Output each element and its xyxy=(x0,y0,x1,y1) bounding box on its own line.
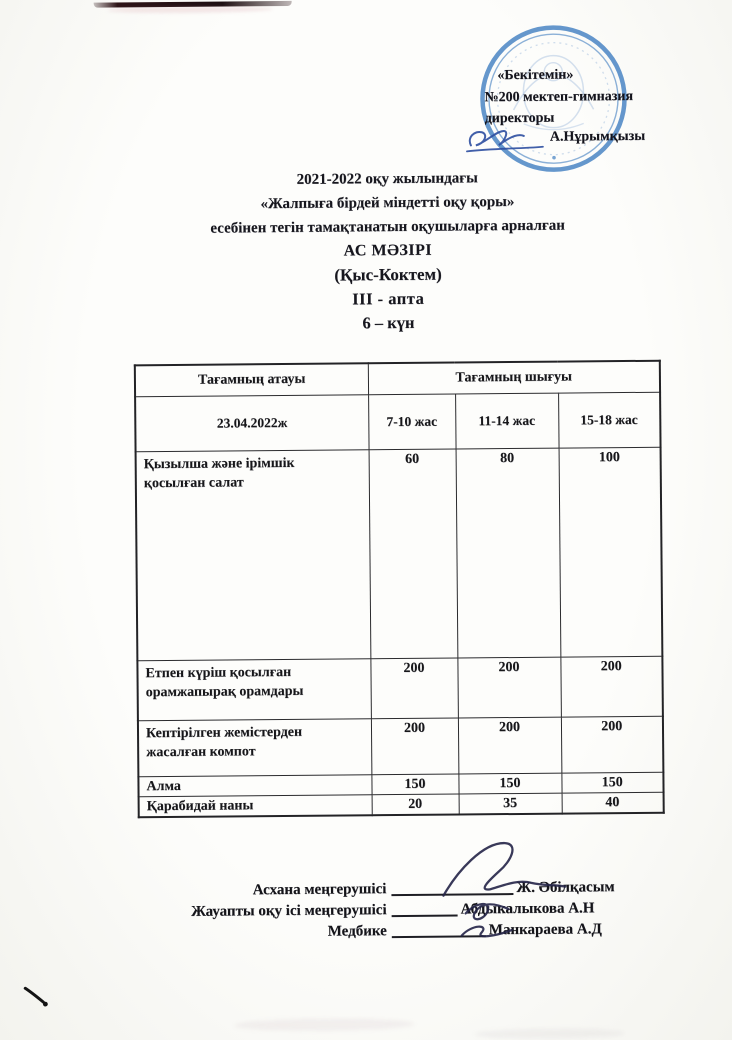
portion-cell: 150 xyxy=(371,774,458,795)
col-header-age-15-18: 15-18 жас xyxy=(558,392,660,448)
table-header-row-1 xyxy=(135,361,660,397)
col-header-dish-name: Тағамның атауы xyxy=(135,363,368,396)
title-line-menu-label: АС МӘЗІРІ xyxy=(343,241,433,260)
portion-cell: 200 xyxy=(371,718,458,775)
title-line-day: 6 – күн xyxy=(362,312,415,333)
handwritten-signature-icon xyxy=(413,839,574,942)
director-signature-icon xyxy=(463,123,555,160)
pen-mark-icon xyxy=(22,985,52,1011)
stamp-approval-word: «Бекітемін» xyxy=(497,67,574,84)
menu-table xyxy=(134,360,665,818)
portion-cell: 200 xyxy=(370,658,458,719)
title-line-fund-name: «Жалпыға бірдей міндетті оқу қоры» xyxy=(260,193,515,213)
portion-cell: 200 xyxy=(560,656,663,717)
document-title xyxy=(87,164,688,337)
portion-cell: 200 xyxy=(457,657,561,718)
col-header-date: 23.04.2022ж xyxy=(135,394,368,451)
title-line-season: (Қыс-Коктем) xyxy=(334,264,442,285)
dish-name-cell: Қарабидай наны xyxy=(139,794,372,817)
portion-cell: 20 xyxy=(372,794,459,815)
dish-name-cell: Кептірілген жемістерден жасалған компот xyxy=(138,718,371,776)
portion-cell: 150 xyxy=(458,773,561,794)
table-row xyxy=(138,716,663,777)
stamp-school-name: №200 мектеп-гимназия xyxy=(484,88,634,105)
title-line-purpose: есебінен тегін тамақтанатын оқушыларға арналған xyxy=(210,217,565,237)
scan-artifact-top-smudge xyxy=(108,6,273,13)
stamp-director-label: директоры xyxy=(484,110,555,127)
stamp-text xyxy=(484,64,633,130)
signature-role: Жауапты оқу ісі меңгерушісі xyxy=(191,902,387,920)
portion-cell: 200 xyxy=(561,716,663,773)
portion-cell: 80 xyxy=(456,448,561,658)
dish-name-cell: Алма xyxy=(138,774,371,796)
col-header-age-11-14: 11-14 жас xyxy=(455,393,558,449)
portion-cell: 40 xyxy=(562,792,664,813)
col-header-dish-output: Тағамның шығуы xyxy=(368,361,660,395)
table-row xyxy=(136,447,663,661)
table-row xyxy=(137,656,663,721)
portion-cell: 100 xyxy=(559,447,663,657)
signature-name: Ж. Әбілқасым xyxy=(516,879,615,896)
scan-artifact-bottom-smudge xyxy=(475,1028,625,1039)
signature-name: Манкараева А.Д xyxy=(488,921,602,939)
dish-name-cell: Етпен күріш қосылған орамжапырақ орамдары xyxy=(137,658,371,720)
signature-role: Асхана меңгерушісі xyxy=(252,881,387,899)
scan-artifact-bottom-smudge xyxy=(235,1018,415,1032)
title-line-school-year: 2021-2022 оқу жылындағы xyxy=(296,170,478,188)
title-line-week: III - апта xyxy=(352,288,425,309)
director-name: А.Нұрымқызы xyxy=(549,128,646,145)
signature-name: Абдыкалыкова А.Н xyxy=(460,900,595,918)
signature-role: Медбике xyxy=(327,923,387,940)
table-row xyxy=(139,792,664,817)
portion-cell: 200 xyxy=(458,717,561,774)
portion-cell: 150 xyxy=(561,772,663,793)
portion-cell: 35 xyxy=(459,793,562,814)
col-header-age-7-10: 7-10 жас xyxy=(368,394,455,450)
portion-cell: 60 xyxy=(369,449,458,659)
dish-name-cell: Қызылша және ірімшік қосылған салат xyxy=(136,449,371,660)
table-header-row-2 xyxy=(135,392,660,452)
